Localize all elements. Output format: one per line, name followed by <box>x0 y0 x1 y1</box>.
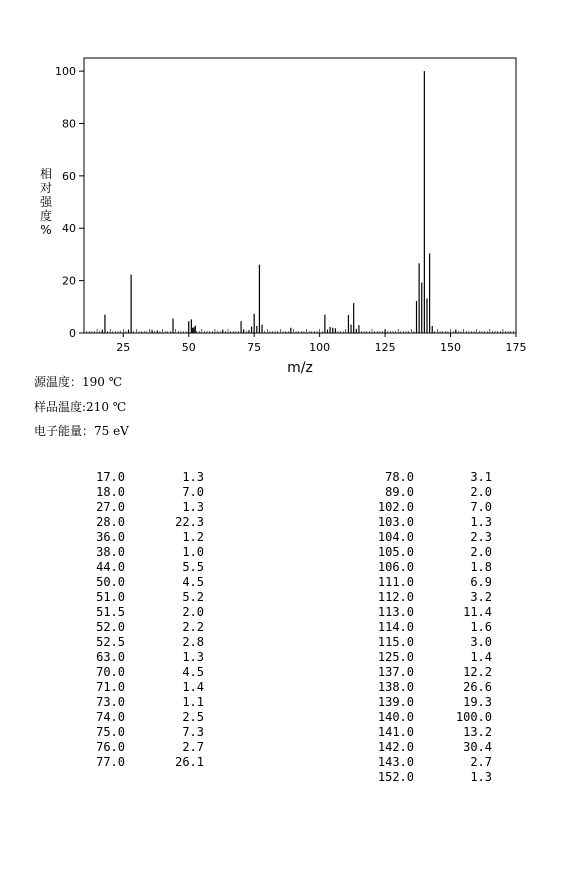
abundance-value: 1.0 <box>182 545 204 559</box>
abundance-value: 5.2 <box>182 590 204 604</box>
mz-value: 27.0 <box>96 500 125 514</box>
mz-value: 77.0 <box>96 755 125 769</box>
abundance-value: 1.6 <box>470 620 492 634</box>
x-tick-label: 100 <box>309 341 331 354</box>
peak-table-row <box>340 620 500 635</box>
peak-table-row <box>340 545 500 560</box>
abundance-value: 2.0 <box>182 605 204 619</box>
y-axis-label-char: 相 <box>39 167 53 181</box>
peak-table-row <box>60 620 210 635</box>
mz-value: 75.0 <box>96 725 125 739</box>
peak-table-row <box>340 650 500 665</box>
peak-table-row <box>340 530 500 545</box>
abundance-value: 12.2 <box>463 665 492 679</box>
peak-table-row <box>60 725 210 740</box>
abundance-value: 1.8 <box>470 560 492 574</box>
y-axis-label-char: 强 <box>39 195 53 209</box>
peak-table-right <box>340 470 500 785</box>
peak-table-row <box>60 515 210 530</box>
abundance-value: 1.2 <box>182 530 204 544</box>
y-axis-label-char: % <box>40 223 52 237</box>
abundance-value: 26.6 <box>463 680 492 694</box>
peak-table-row <box>340 710 500 725</box>
abundance-value: 4.5 <box>182 665 204 679</box>
abundance-value: 7.0 <box>182 485 204 499</box>
mz-value: 52.5 <box>96 635 125 649</box>
peak-table-row <box>340 500 500 515</box>
peak-table-row <box>340 590 500 605</box>
mz-value: 78.0 <box>385 470 414 484</box>
mz-value: 50.0 <box>96 575 125 589</box>
x-tick-label: 125 <box>374 341 396 354</box>
peak-table-row <box>340 755 500 770</box>
mz-value: 111.0 <box>377 575 414 589</box>
mz-value: 70.0 <box>96 665 125 679</box>
abundance-value: 2.7 <box>470 755 492 769</box>
peak-table-row <box>340 470 500 485</box>
abundance-value: 13.2 <box>463 725 492 739</box>
abundance-value: 1.3 <box>470 515 492 529</box>
source-temperature: 源温度：190 ℃ <box>34 375 123 389</box>
y-axis-label <box>40 166 53 237</box>
peak-table-left <box>60 470 210 770</box>
abundance-value: 2.5 <box>182 710 204 724</box>
peak-table-row <box>60 605 210 620</box>
abundance-value: 7.3 <box>182 725 204 739</box>
mz-value: 73.0 <box>96 695 125 709</box>
peak-bars <box>102 71 455 333</box>
mz-value: 104.0 <box>377 530 414 544</box>
mz-value: 115.0 <box>377 635 414 649</box>
peak-table-row <box>60 470 210 485</box>
abundance-value: 2.0 <box>470 485 492 499</box>
y-tick-label: 80 <box>62 117 76 131</box>
y-axis-ticks <box>55 65 84 340</box>
mz-value: 74.0 <box>96 710 125 724</box>
abundance-value: 1.1 <box>182 695 204 709</box>
peak-table-row <box>340 680 500 695</box>
peak-table-row <box>340 575 500 590</box>
x-axis-ticks <box>116 333 526 354</box>
peak-table-row <box>340 770 500 785</box>
abundance-value: 2.3 <box>470 530 492 544</box>
peak-table-row <box>60 590 210 605</box>
peak-table-row <box>60 560 210 575</box>
mz-value: 143.0 <box>377 755 414 769</box>
abundance-value: 1.3 <box>182 470 204 484</box>
peak-table-row <box>60 545 210 560</box>
y-tick-label: 100 <box>55 65 76 79</box>
peak-table-row <box>60 755 210 770</box>
peak-table-row <box>340 515 500 530</box>
x-tick-label: 25 <box>116 341 131 354</box>
mz-value: 89.0 <box>385 485 414 499</box>
abundance-value: 19.3 <box>463 695 492 709</box>
mz-value: 71.0 <box>96 680 125 694</box>
abundance-value: 2.2 <box>182 620 204 634</box>
abundance-value: 2.7 <box>182 740 204 754</box>
abundance-value: 6.9 <box>470 575 492 589</box>
abundance-value: 1.4 <box>470 650 492 664</box>
y-tick-label: 0 <box>69 327 76 340</box>
abundance-value: 1.3 <box>182 500 204 514</box>
peak-table-row <box>340 485 500 500</box>
abundance-value: 3.1 <box>470 470 492 484</box>
mz-value: 102.0 <box>377 500 414 514</box>
electron-energy: 电子能量：75 eV <box>34 424 129 438</box>
y-tick-label: 60 <box>62 169 76 183</box>
abundance-value: 5.5 <box>182 560 204 574</box>
mz-value: 51.5 <box>96 605 125 619</box>
peak-table-row <box>340 635 500 650</box>
mz-value: 141.0 <box>377 725 414 739</box>
mz-value: 38.0 <box>96 545 125 559</box>
abundance-value: 1.4 <box>182 680 204 694</box>
sample-temperature: 样品温度:210 ℃ <box>34 400 127 414</box>
abundance-value: 1.3 <box>470 770 492 784</box>
peak-table-row <box>60 485 210 500</box>
peak-table-row <box>60 680 210 695</box>
abundance-value: 1.3 <box>182 650 204 664</box>
mz-value: 114.0 <box>377 620 414 634</box>
abundance-value: 30.4 <box>463 740 492 754</box>
plot-frame <box>84 58 516 333</box>
abundance-value: 2.8 <box>182 635 204 649</box>
abundance-value: 7.0 <box>470 500 492 514</box>
mz-value: 137.0 <box>377 665 414 679</box>
mz-value: 17.0 <box>96 470 125 484</box>
x-tick-label: 75 <box>247 341 262 354</box>
mz-value: 138.0 <box>377 680 414 694</box>
mz-value: 152.0 <box>377 770 414 784</box>
peak-table-row <box>340 740 500 755</box>
mass-spectrum-chart <box>0 0 570 380</box>
abundance-value: 3.2 <box>470 590 492 604</box>
y-axis-label-char: 对 <box>39 181 53 195</box>
abundance-value: 4.5 <box>182 575 204 589</box>
svg-text:相对强度% <box>40 166 53 237</box>
peak-table-row <box>60 695 210 710</box>
peak-table-row <box>60 575 210 590</box>
peak-table-row <box>60 665 210 680</box>
mz-value: 106.0 <box>377 560 414 574</box>
x-tick-label: 50 <box>181 341 196 354</box>
abundance-value: 11.4 <box>463 605 492 619</box>
peak-table-row <box>60 740 210 755</box>
mz-value: 18.0 <box>96 485 125 499</box>
mz-value: 142.0 <box>377 740 414 754</box>
peak-table-row <box>340 560 500 575</box>
mz-value: 105.0 <box>377 545 414 559</box>
mz-value: 51.0 <box>96 590 125 604</box>
x-tick-label: 150 <box>440 341 462 354</box>
abundance-value: 100.0 <box>455 710 492 724</box>
mz-value: 52.0 <box>96 620 125 634</box>
mz-value: 113.0 <box>377 605 414 619</box>
y-axis-label-char: 度 <box>39 209 53 223</box>
mz-value: 125.0 <box>377 650 414 664</box>
mz-value: 140.0 <box>377 710 414 724</box>
mz-value: 112.0 <box>377 590 414 604</box>
peak-table-row <box>340 665 500 680</box>
peak-table-row <box>340 725 500 740</box>
mz-value: 28.0 <box>96 515 125 529</box>
y-tick-label: 20 <box>62 274 76 288</box>
mz-value: 44.0 <box>96 560 125 574</box>
mz-value: 76.0 <box>96 740 125 754</box>
peak-table-row <box>340 605 500 620</box>
abundance-value: 22.3 <box>175 515 204 529</box>
minor-ticks <box>87 329 514 333</box>
peak-table-row <box>60 650 210 665</box>
mz-value: 63.0 <box>96 650 125 664</box>
mz-value: 36.0 <box>96 530 125 544</box>
abundance-value: 3.0 <box>470 635 492 649</box>
peak-table-row <box>60 710 210 725</box>
x-tick-label: 175 <box>505 341 527 354</box>
peak-table-row <box>60 500 210 515</box>
peak-table-row <box>340 695 500 710</box>
peak-table-row <box>60 635 210 650</box>
mz-value: 139.0 <box>377 695 414 709</box>
x-axis-label: m/z <box>287 360 313 376</box>
mz-value: 103.0 <box>377 515 414 529</box>
abundance-value: 26.1 <box>175 755 204 769</box>
peak-table-row <box>60 530 210 545</box>
abundance-value: 2.0 <box>470 545 492 559</box>
y-tick-label: 40 <box>62 222 76 236</box>
